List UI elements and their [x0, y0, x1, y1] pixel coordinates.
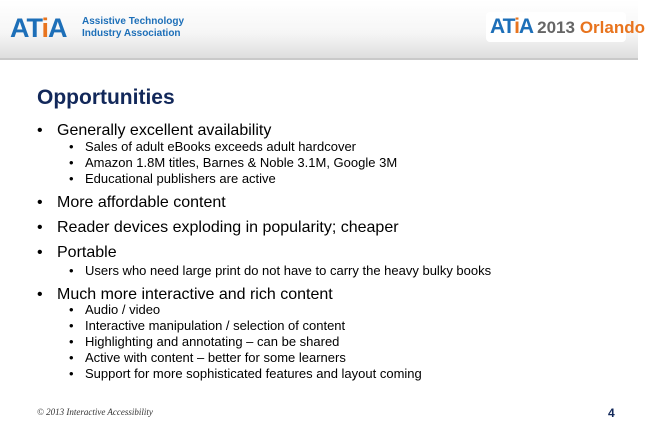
page-number: 4 [608, 406, 615, 420]
bullet-text: Generally excellent availability [57, 122, 272, 139]
sub-bullet-item [69, 318, 345, 334]
bullet-marker: • [69, 302, 74, 317]
bullet-marker: • [37, 244, 43, 261]
bullet-text: Support for more sophisticated features and layout coming [85, 366, 422, 381]
bullet-marker: • [37, 219, 43, 236]
bullet-text: Interactive manipulation / selection of content [85, 318, 346, 333]
bullet-text: Active with content – better for some learners [85, 350, 346, 365]
bullet-marker: • [69, 334, 74, 349]
bullet-marker: • [69, 318, 74, 333]
bullet-text: More affordable content [57, 194, 226, 211]
bullet-marker: • [37, 194, 43, 211]
bullet-text: Audio / video [85, 302, 161, 317]
atia-logo-tagline: Assistive Technology Industry Association [82, 16, 185, 39]
sub-bullet-item [69, 139, 356, 155]
conference-logo-mark: ATiA 2013 Orlando [490, 15, 645, 38]
bullet-item [37, 193, 226, 213]
header-divider [0, 58, 638, 60]
sub-bullet-item [69, 366, 422, 382]
sub-bullet-item [69, 350, 346, 366]
bullet-text: Educational publishers are active [85, 171, 276, 186]
bullet-marker: • [37, 286, 43, 303]
bullet-marker: • [69, 139, 74, 154]
bullet-text: Highlighting and annotating – can be shared [85, 334, 340, 349]
bullet-item [37, 243, 117, 263]
bullet-marker: • [69, 350, 74, 365]
atia-logo [10, 10, 210, 46]
sub-bullet-item [69, 155, 397, 171]
bullet-text: Portable [57, 244, 117, 261]
bullet-item [37, 218, 399, 238]
bullet-text: Reader devices exploding in popularity; cheaper [57, 219, 399, 236]
bullet-text: Sales of adult eBooks exceeds adult hardcover [85, 139, 357, 154]
bullet-text: Amazon 1.8M titles, Barnes & Noble 3.1M, Google 3M [85, 155, 398, 170]
atia-2013-orlando-logo [486, 10, 645, 46]
sub-bullet-item [69, 263, 491, 279]
slide-header [0, 0, 645, 60]
bullet-text: Much more interactive and rich content [57, 286, 333, 303]
bullet-marker: • [69, 155, 74, 170]
bullet-marker: • [69, 263, 74, 278]
copyright-footer: © 2013 Interactive Accessibility [37, 407, 153, 417]
bullet-text: Users who need large print do not have to carry the heavy bulky books [85, 263, 492, 278]
bullet-marker: • [69, 171, 74, 186]
sub-bullet-item [69, 334, 339, 350]
atia-logo-mark: ATiA [10, 13, 67, 43]
sub-bullet-item [69, 171, 276, 187]
sub-bullet-item [69, 302, 160, 318]
bullet-marker: • [69, 366, 74, 381]
slide-title: Opportunities [37, 86, 175, 109]
bullet-marker: • [37, 122, 43, 139]
bullet-item [37, 121, 271, 141]
